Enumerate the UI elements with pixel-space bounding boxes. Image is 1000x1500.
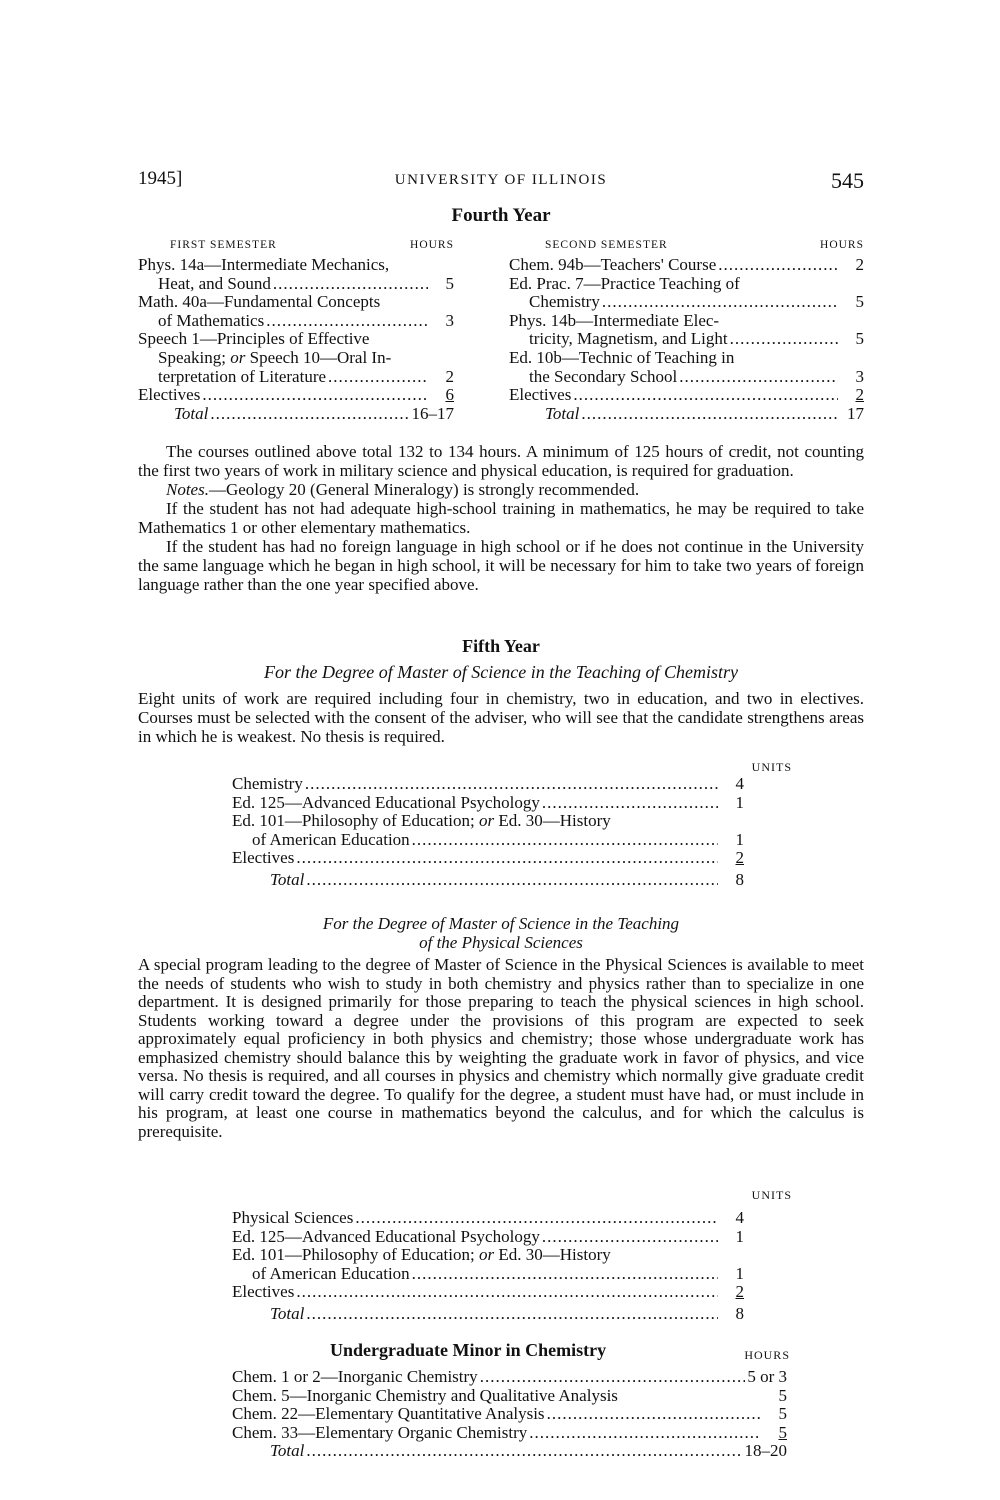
course-row [509, 386, 864, 405]
course-hours: 2 [855, 255, 864, 274]
hours-heading: HOURS [410, 239, 454, 251]
course-units: 4 [735, 1208, 744, 1227]
fifth-year-title: Fifth Year [462, 636, 540, 656]
course-line: Chemistry [529, 292, 600, 312]
course-units: 4 [735, 774, 744, 793]
first-semester-heading: FIRST SEMESTER [170, 239, 277, 251]
course-units: 1 [735, 792, 744, 812]
course-row [138, 330, 454, 386]
course-row [509, 312, 864, 349]
running-header [138, 168, 864, 198]
course-line: terpretation of Literature [158, 366, 327, 386]
total-label: Total [174, 403, 209, 423]
or-word: or [478, 1245, 495, 1265]
total-row [509, 405, 864, 424]
course-line: Chemistry [232, 774, 303, 793]
course-line: Speech 1—Principles of Effective [138, 329, 370, 349]
first-semester-header [138, 236, 454, 256]
course-row [232, 1424, 787, 1443]
course-row [232, 812, 744, 849]
course-row [232, 1405, 787, 1424]
notes-label: Notes. [166, 480, 209, 499]
course-hours: 6 [445, 385, 454, 405]
course-hours: 2 [855, 385, 864, 405]
course-row [138, 293, 454, 330]
course-line: Electives [509, 385, 572, 405]
course-hours: 5 [855, 329, 864, 349]
course-row [138, 256, 454, 293]
course-row [232, 775, 744, 794]
course-line [232, 1246, 744, 1265]
course-row [509, 349, 864, 386]
hours-heading: HOURS [744, 1348, 790, 1362]
total-value: 18–20 [744, 1441, 787, 1461]
course-line: Physical Sciences [232, 1208, 354, 1227]
fourth-year-text [138, 442, 864, 594]
total-row [232, 871, 744, 890]
course-line-hours [509, 293, 864, 312]
units-heading: UNITS [751, 1188, 792, 1202]
second-semester-table [509, 236, 864, 423]
chem-degree-paragraph: Eight units of work are required including four in chemistry, two in education, and two in electives. Courses must be selected with the consent of the adviser, who will see that the candidate strengthens areas in which he is weakest. No thesis is required. [138, 689, 864, 746]
course-line: Math. 40a—Fundamental Concepts [138, 292, 381, 312]
second-semester-heading: SECOND SEMESTER [545, 239, 668, 251]
total-label: Total [270, 869, 305, 889]
course-hours: 5 [855, 292, 864, 312]
total-row [232, 1305, 744, 1324]
course-line [232, 812, 744, 831]
course-units: 1 [735, 829, 744, 849]
course-line: of Mathematics [158, 310, 265, 330]
course-row [232, 1368, 787, 1387]
course-units: 2 [735, 1282, 744, 1302]
hours-heading: HOURS [820, 239, 864, 251]
course-line: Electives [232, 1282, 295, 1302]
course-row [232, 1228, 744, 1247]
minor-title: Undergraduate Minor in Chemistry [330, 1340, 607, 1360]
course-line: of American Education [252, 829, 410, 849]
course-line-part: Ed. 101—Philosophy of Education; [232, 811, 479, 831]
total-label: Total [545, 403, 580, 423]
course-hours: 5 [778, 1422, 787, 1442]
course-row [509, 275, 864, 312]
course-hours: 5 [778, 1404, 787, 1424]
total-value: 8 [735, 1303, 744, 1323]
second-semester-header [509, 236, 864, 256]
notes-paragraph [138, 480, 864, 499]
fourth-year-title: Fourth Year [451, 205, 551, 226]
course-hours: 2 [445, 366, 454, 386]
course-row [138, 386, 454, 405]
course-line-units [232, 1265, 744, 1284]
units-heading: UNITS [751, 760, 792, 774]
course-line-part: Ed. 30—History [494, 811, 611, 831]
course-line: Ed. 125—Advanced Educational Psychology [232, 1226, 540, 1246]
course-line-hours [138, 275, 454, 294]
units-header [232, 1186, 792, 1209]
course-row [232, 1283, 744, 1302]
course-hours: 3 [445, 310, 454, 330]
total-value: 16–17 [411, 403, 454, 423]
course-line: Electives [232, 848, 295, 868]
total-row [232, 1442, 787, 1461]
course-line: Electives [138, 385, 201, 405]
course-line: Heat, and Sound [158, 273, 271, 293]
course-row [232, 1387, 787, 1406]
header-university: UNIVERSITY OF ILLINOIS [394, 172, 608, 188]
course-line-part: Ed. 30—History [494, 1245, 611, 1265]
language-note: If the student has had no foreign language in high school or if he does not continue in the University the same language which he began in high school, it will be necessary for him to take two years of foreign language rather than the one year specified above. [138, 537, 864, 594]
course-units: 1 [735, 1226, 744, 1246]
phys-degree-subtitle-line1: For the Degree of Master of Science in the Teaching [322, 914, 680, 933]
course-line: of American Education [252, 1263, 410, 1283]
phys-degree-subtitle-line2: of the Physical Sciences [419, 933, 583, 952]
course-line: Ed. 125—Advanced Educational Psychology [232, 792, 540, 812]
course-line-hours [509, 330, 864, 349]
course-row [232, 794, 744, 813]
course-line: Chem. 33—Elementary Organic Chemistry [232, 1422, 528, 1442]
course-hours: 5 [445, 273, 454, 293]
course-units: 1 [735, 1263, 744, 1283]
course-line-hours [138, 368, 454, 387]
course-line-hours [138, 312, 454, 331]
course-row [232, 1246, 744, 1283]
course-row [232, 1209, 744, 1228]
minor-table [232, 1368, 787, 1461]
total-value: 8 [735, 869, 744, 889]
course-hours: 5 or 3 [747, 1367, 787, 1386]
course-line [138, 349, 454, 368]
chem-degree-subtitle: For the Degree of Master of Science in the Teaching of Chemistry [263, 662, 739, 682]
course-line: Chem. 22—Elementary Quantitative Analysis [232, 1404, 545, 1424]
course-line-units [232, 831, 744, 850]
or-word: or [230, 347, 246, 367]
chem-degree-units-table [232, 758, 792, 890]
or-word: or [478, 811, 495, 831]
course-line: Phys. 14b—Intermediate Elec- [509, 310, 720, 330]
phys-degree-units-table [232, 1186, 792, 1324]
units-header [232, 758, 792, 775]
first-semester-table [138, 236, 454, 423]
course-hours: 5 [778, 1385, 787, 1405]
phys-degree-subtitle [138, 914, 864, 952]
course-line: Chem. 94b—Teachers' Course [509, 255, 717, 274]
course-line: Chem. 1 or 2—Inorganic Chemistry [232, 1367, 478, 1386]
course-line-part: Speech 10—Oral In- [245, 347, 392, 367]
total-row [138, 405, 454, 424]
phys-degree-paragraph: A special program leading to the degree of Master of Science in the Physical Sciences is available to meet the needs of students who wish to study in both chemistry and physics rather than to specialize in one department. It is designed primarily for those preparing to teach the physical sciences in high school. Students working toward a degree under the provisions of this program are expected to seek approximately equal proficiency in both physics and chemistry; those whose undergraduate work has emphasized chemistry should balance this by weighting the graduate work in favor of physics, and vice versa. No thesis is required, and all courses in physics and chemistry which normally give graduate credit will carry credit toward the degree. To qualify for the degree, a student must have had, or must include in his program, at least one course in mathematics beyond the calculus, and for which the calculus is prerequisite. [138, 955, 864, 1141]
header-year: 1945] [138, 168, 183, 189]
total-label: Total [270, 1441, 305, 1461]
hours-paragraph: The courses outlined above total 132 to 134 hours. A minimum of 125 hours of credit, not counting the first two years of work in military science and physical education, is required for graduation. [138, 442, 864, 480]
course-line-part: Speaking; [158, 347, 231, 367]
course-hours: 3 [855, 366, 864, 386]
course-line: tricity, Magnetism, and Light [529, 329, 728, 349]
course-line-part: Ed. 101—Philosophy of Education; [232, 1245, 479, 1265]
math-note: If the student has not had adequate high-school training in mathematics, he may be required to take Mathematics 1 or other elementary mathematics. [138, 499, 864, 537]
course-row [509, 256, 864, 275]
course-line: Ed. 10b—Technic of Teaching in [509, 347, 735, 367]
course-line-hours [509, 368, 864, 387]
page-number: 545 [831, 168, 864, 193]
total-label: Total [270, 1303, 305, 1323]
course-units: 2 [735, 848, 744, 868]
course-line: Chem. 5—Inorganic Chemistry and Qualitative Analysis [232, 1385, 618, 1405]
course-line: the Secondary School [529, 366, 678, 386]
total-value: 17 [847, 403, 864, 423]
course-row [232, 849, 744, 868]
course-line: Phys. 14a—Intermediate Mechanics, [138, 255, 390, 274]
notes-text: —Geology 20 (General Mineralogy) is strongly recommended. [208, 480, 640, 499]
course-line: Ed. Prac. 7—Practice Teaching of [509, 273, 740, 293]
